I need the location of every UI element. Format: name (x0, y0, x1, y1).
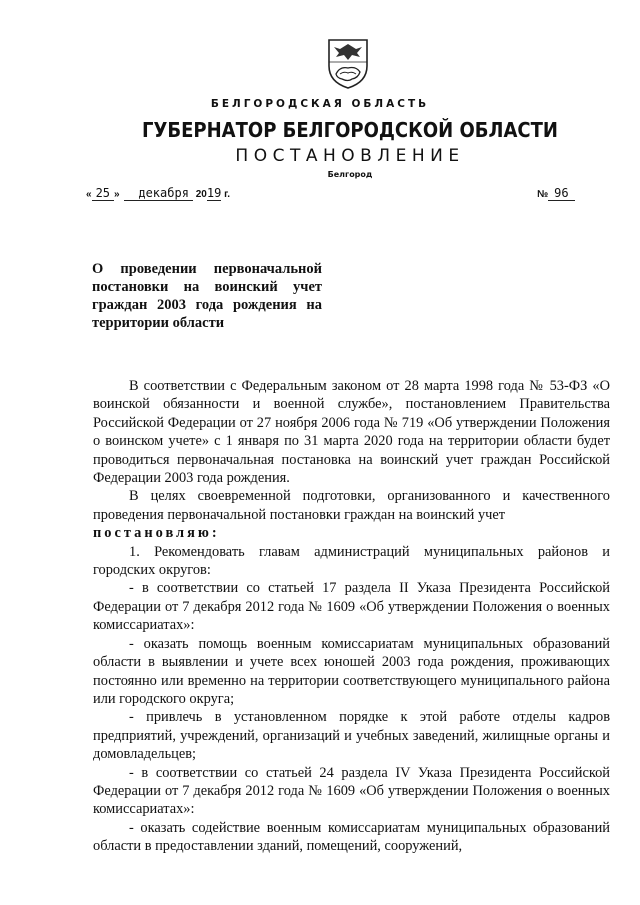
paragraph: - оказать помощь военным комиссариатам муниципальных образований области в выявлении и учете всех юношей 2003 года рождения, проживающих постоянно или временно на территории соответствующего муниципального района или городского округа; (93, 635, 610, 707)
date-day: 25 (92, 186, 114, 201)
date-year-prefix: 20 (195, 189, 207, 200)
paragraph: - в соответствии со статьей 24 раздела IV Указа Президента Российской Федерации от 7 декабря 2012 года № 1609 «Об утверждении Положения о военных комиссариатах»: (93, 764, 610, 818)
resolve-word: постановляю: (93, 525, 220, 542)
governor-heading: ГУБЕРНАТОР БЕЛГОРОДСКОЙ ОБЛАСТИ (142, 118, 558, 142)
date-open-quote: « (86, 189, 92, 200)
number-value: 96 (548, 186, 574, 201)
coat-of-arms-icon (326, 36, 370, 90)
paragraph: 1. Рекомендовать главам администраций муниципальных районов и городских округов: (93, 543, 610, 579)
document-date (86, 186, 230, 200)
paragraph: - в соответствии со статьей 17 раздела II Указа Президента Российской Федерации от 7 декабря 2012 года № 1609 «Об утверждении Положения о военных комиссариатах»: (93, 580, 610, 634)
document-number (537, 186, 575, 200)
date-month: декабря (124, 186, 193, 201)
paragraph: В соответствии с Федеральным законом от 28 марта 1998 года № 53-ФЗ «О воинской обязанности и военной службе», постановлением Правительства Российской Федерации от 27 ноября 2006 года № 719 «Об утверждении Положения о воинском учете» с 1 января по 31 марта 2020 года на территории области будет проводиться первоначальная постановка на воинский учет граждан Российской Федерации 2003 года рождения. (93, 378, 610, 487)
city-name: Белгород (327, 170, 373, 179)
paragraph: - оказать содействие военным комиссариатам муниципальных образований области в предоставлении зданий, помещений, сооружений, (93, 819, 610, 855)
region-name: БЕЛГОРОДСКАЯ ОБЛАСТЬ (210, 98, 430, 110)
action-word (93, 524, 610, 542)
date-year-suffix: 19 (206, 186, 222, 200)
date-close-quote: » (114, 189, 120, 200)
document-body (93, 377, 610, 856)
paragraph: - привлечь в установленном порядке к этой работе отделы кадров предприятий, учреждений, организаций и учебных заведений, жилищные органы и домовладельцев; (93, 709, 610, 763)
document-type: ПОСТАНОВЛЕНИЕ (235, 146, 465, 166)
paragraph: В целях своевременной подготовки, организованного и качественного проведения первоначальной постановки граждан на воинский учет (93, 488, 610, 523)
document-title: О проведении первоначальной постановки на воинский учет граждан 2003 года рождения на территории области (92, 261, 322, 331)
date-year-unit: г. (224, 189, 231, 200)
number-label: № (537, 189, 549, 200)
